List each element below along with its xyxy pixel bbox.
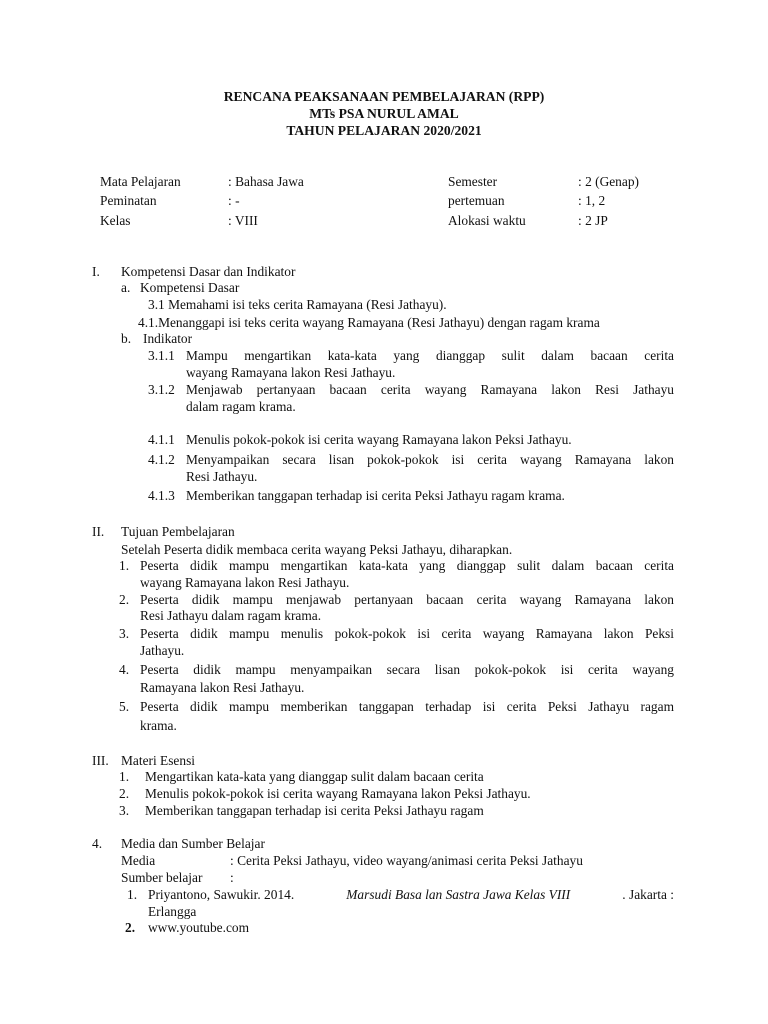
- list-number: 2.: [119, 592, 130, 607]
- list-item: Peserta didik mampu menulis pokok-pokok isi cerita wayang Ramayana lakon Peksi: [140, 626, 674, 641]
- pertemuan-label: pertemuan: [448, 193, 505, 208]
- peminatan-label: Peminatan: [100, 193, 157, 208]
- list-marker: b.: [121, 331, 132, 346]
- kelas-value: : VIII: [228, 213, 258, 228]
- document-title: RENCANA PEAKSANAAN PEMBELAJARAN (RPP): [223, 89, 545, 104]
- list-item: Mengartikan kata-kata yang dianggap sulit dalam bacaan cerita: [145, 769, 484, 784]
- school-year: TAHUN PELAJARAN 2020/2021: [286, 123, 482, 138]
- list-number: 1.: [119, 558, 130, 573]
- kd-item: 4.1.Menanggapi isi teks cerita wayang Ramayana (Resi Jathayu) dengan ragam krama: [138, 315, 600, 330]
- list-number: 1.: [127, 887, 138, 902]
- indicator-number: 3.1.2: [148, 382, 175, 397]
- list-item: Peserta didik mampu menjawab pertanyaan bacaan cerita wayang Ramayana lakon: [140, 592, 674, 607]
- indicator-number: 4.1.1: [148, 432, 175, 447]
- media-value: : Cerita Peksi Jathayu, video wayang/animasi cerita Peksi Jathayu: [230, 853, 583, 868]
- section-number: II.: [92, 524, 105, 539]
- indicator-number: 3.1.1: [148, 348, 175, 363]
- list-number: 3.: [119, 626, 130, 641]
- indicator-text: Memberikan tanggapan terhadap isi cerita Peksi Jathayu ragam krama.: [186, 488, 565, 503]
- list-marker: a.: [121, 280, 131, 295]
- mapel-label: Mata Pelajaran: [100, 174, 181, 189]
- list-number: 5.: [119, 699, 130, 714]
- list-item: Peserta didik mampu menyampaikan secara lisan pokok-pokok isi cerita wayang: [140, 662, 674, 677]
- list-item: Resi Jathayu dalam ragam krama.: [140, 608, 322, 623]
- section-intro: Setelah Peserta didik membaca cerita wayang Peksi Jathayu, diharapkan.: [121, 542, 513, 557]
- reference-url[interactable]: www.youtube.com: [148, 920, 250, 935]
- list-item: krama.: [140, 718, 177, 733]
- section-number: I.: [92, 264, 100, 279]
- sumber-colon: :: [230, 870, 234, 885]
- kd-item: 3.1 Memahami isi teks cerita Ramayana (Resi Jathayu).: [148, 297, 447, 312]
- indicator-text: wayang Ramayana lakon Resi Jathayu.: [186, 365, 396, 380]
- reference-book-title: Marsudi Basa lan Sastra Jawa Kelas VIII: [346, 887, 571, 902]
- list-number: 2.: [119, 786, 130, 801]
- section-number: III.: [92, 753, 109, 768]
- semester-value: : 2 (Genap): [578, 174, 639, 189]
- semester-label: Semester: [448, 174, 498, 189]
- list-item: Menulis pokok-pokok isi cerita wayang Ramayana lakon Peksi Jathayu.: [145, 786, 531, 801]
- list-number: 1.: [119, 769, 130, 784]
- section-heading: Materi Esensi: [121, 753, 196, 768]
- indicator-text: Menulis pokok-pokok isi cerita wayang Ramayana lakon Peksi Jathayu.: [186, 432, 572, 447]
- indicator-text: dalam ragam krama.: [186, 399, 296, 414]
- indicator-number: 4.1.2: [148, 452, 175, 467]
- section-heading: Media dan Sumber Belajar: [121, 836, 265, 851]
- reference-line: [148, 886, 674, 903]
- indicator-text: Mampu mengartikan kata-kata yang dianggap sulit dalam bacaan cerita: [186, 348, 674, 363]
- list-number: 3.: [119, 803, 130, 818]
- indicator-number: 4.1.3: [148, 488, 175, 503]
- peminatan-value: : -: [228, 193, 240, 208]
- list-item: Memberikan tanggapan terhadap isi cerita Peksi Jathayu ragam: [145, 803, 484, 818]
- list-item: Peserta didik mampu memberikan tanggapan terhadap isi cerita Peksi Jathayu ragam: [140, 699, 674, 714]
- kelas-label: Kelas: [100, 213, 131, 228]
- indicator-text: Menjawab pertanyaan bacaan cerita wayang Ramayana lakon Resi Jathayu: [186, 382, 674, 397]
- list-item: Peserta didik mampu mengartikan kata-kata yang dianggap sulit dalam bacaan cerita: [140, 558, 674, 573]
- list-item: wayang Ramayana lakon Resi Jathayu.: [140, 575, 350, 590]
- subsection-heading: Kompetensi Dasar: [140, 280, 240, 295]
- sumber-label: Sumber belajar: [121, 870, 203, 885]
- section-heading: Kompetensi Dasar dan Indikator: [121, 264, 296, 279]
- alokasi-label: Alokasi waktu: [448, 213, 526, 228]
- indicator-text: Resi Jathayu.: [186, 469, 258, 484]
- alokasi-value: : 2 JP: [578, 213, 608, 228]
- school-name: MTs PSA NURUL AMAL: [309, 106, 459, 121]
- subsection-heading: Indikator: [143, 331, 193, 346]
- reference-publisher-city: . Jakarta :: [622, 887, 674, 902]
- mapel-value: : Bahasa Jawa: [228, 174, 304, 189]
- media-label: Media: [121, 853, 156, 868]
- reference-publisher: Erlangga: [148, 904, 197, 919]
- indicator-text: Menyampaikan secara lisan pokok-pokok isi cerita wayang Ramayana lakon: [186, 452, 674, 467]
- section-number: 4.: [92, 836, 103, 851]
- section-heading: Tujuan Pembelajaran: [121, 524, 235, 539]
- list-item: Jathayu.: [140, 643, 185, 658]
- list-item: Ramayana lakon Resi Jathayu.: [140, 680, 305, 695]
- list-number: 4.: [119, 662, 130, 677]
- pertemuan-value: : 1, 2: [578, 193, 606, 208]
- reference-author: Priyantono, Sawukir. 2014.: [148, 887, 295, 902]
- list-number: 2.: [125, 920, 136, 935]
